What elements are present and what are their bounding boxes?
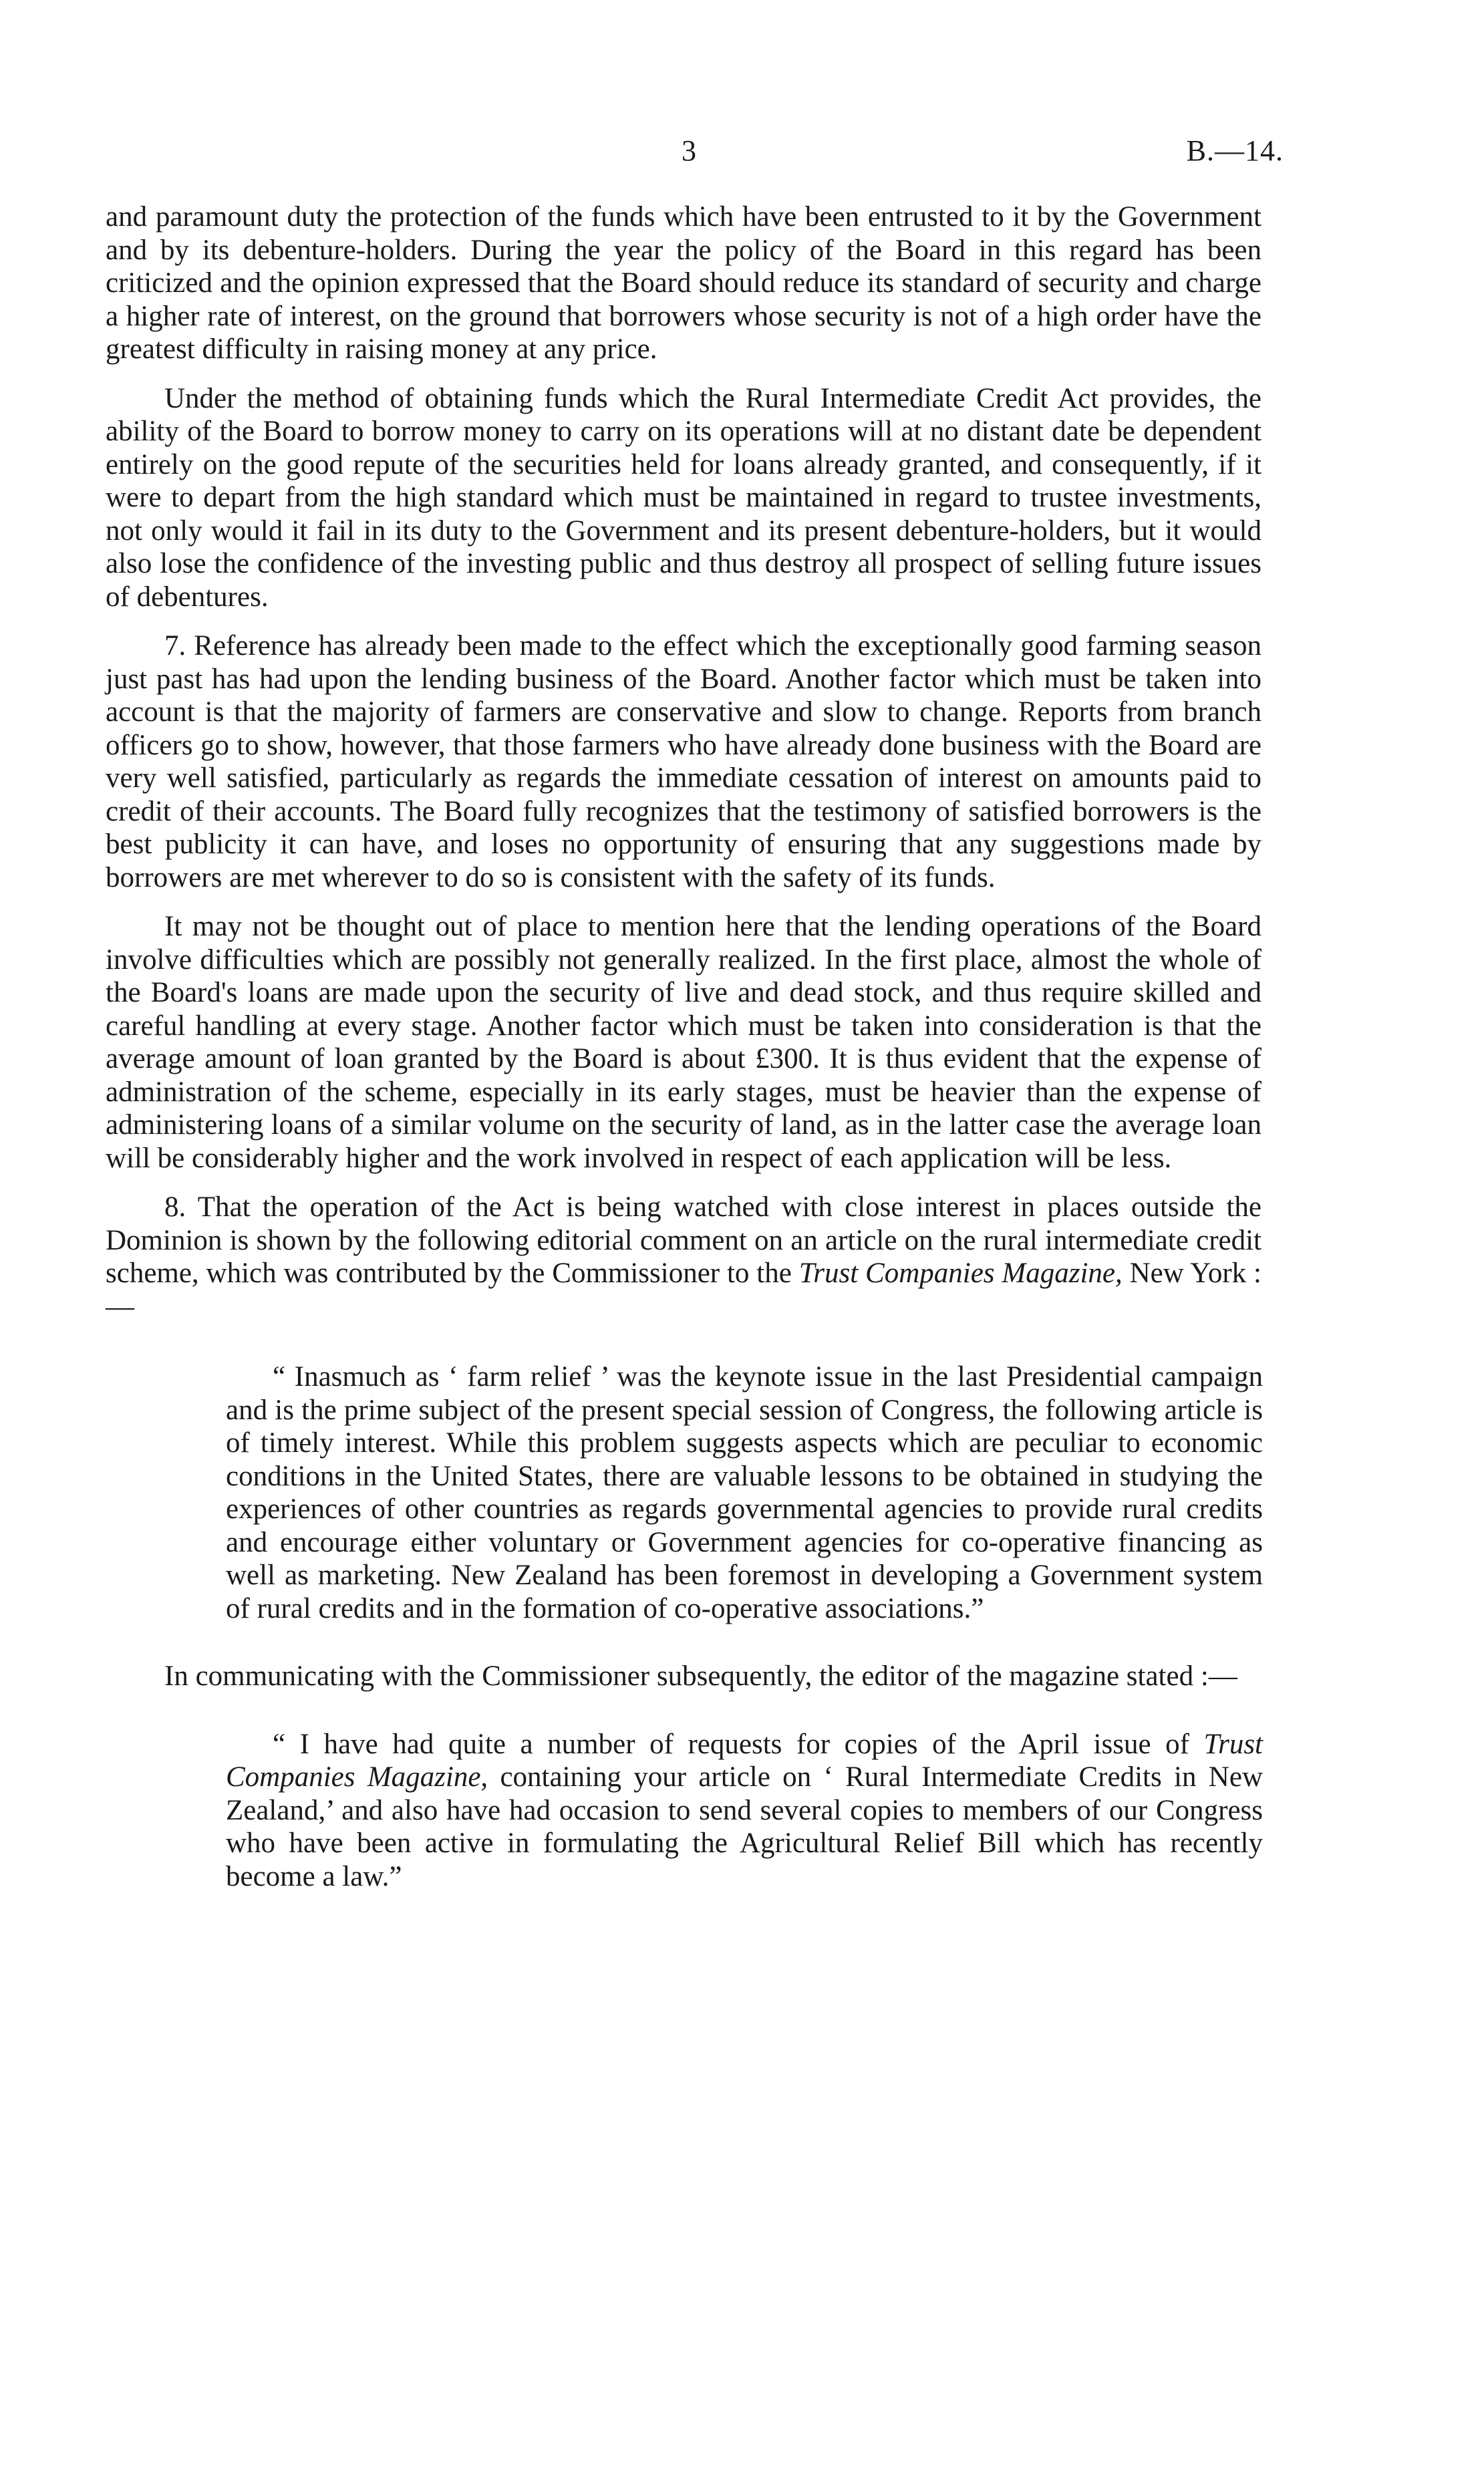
letter-quote-text: “ I have had quite a number of requests for copies of the April issue of xyxy=(273,1728,1189,1760)
editor-letter-quote xyxy=(226,1728,1263,1894)
paragraph-lending-difficulties: It may not be thought out of place to mention here that the lending operations of the Board involve difficulties which are possibly not generally realized. In the first place, almost the whole of the Board's loans are made upon the security of live and dead stock, and thus require skilled and careful handling at every stage. Another factor which must be taken into consideration is that the average amount of loan granted by the Board is about £300. It is thus evident that the expense of administration of the scheme, especially in its early stages, must be heavier than the expense of administering loans of a similar volume on the security of land, as in the latter case the average loan will be considerably higher and the work involved in respect of each application will be less. xyxy=(106,911,1262,1174)
paragraph-continuation: and paramount duty the protection of the funds which have been entrusted to it by the Government and by its debenture-holders. During the year the policy of the Board in this regard has been criticized and the opinion expressed that the Board should reduce its standard of security and charge a higher rate of interest, on the ground that borrowers whose security is not of a high order have the greatest difficulty in raising money at any price. xyxy=(106,201,1262,365)
letter-magazine-title: Trust Companies Magazine, xyxy=(226,1728,1264,1793)
document-reference: B.—14. xyxy=(1186,134,1284,167)
page-header xyxy=(0,134,1484,174)
paragraph-8-text: 8. That the operation of the Act is being watched with close interest in places outside the Dominion is shown by the following editorial comment on an article on the rural intermediate credit scheme, which was contributed by the Commissioner to the xyxy=(106,1191,1262,1289)
magazine-title: Trust Companies Magazine, xyxy=(798,1258,1123,1289)
body-text xyxy=(106,200,1262,1893)
paragraph-funding-method: Under the method of obtaining funds which the Rural Intermediate Credit Act provides, the ability of the Board to borrow money to carry on its operations will at no distant date be dependent entirely on the good repute of the securities held for loans already granted, and consequently, if it were to depart from the high standard which must be maintained in regard to trustee investments, not only would it fail in its duty to the Government and its present debenture-holders, but it would also lose the confidence of the investing public and thus destroy all prospect of selling future issues of debentures. xyxy=(106,382,1262,613)
paragraph-8-tail: New York :— xyxy=(106,1258,1262,1322)
paragraph-8-editorial-comment xyxy=(106,1191,1262,1323)
editorial-quote: “ Inasmuch as ‘ farm relief ’ was the keynote issue in the last Presidential campaign and is the prime subject of the present special session of Congress, the following article is of timely interest. While this problem suggests aspects which are peculiar to economic conditions in the United States, there are valuable lessons to be obtained in studying the experiences of other countries as regards governmental agencies to provide rural credits and encourage either voluntary or Government agencies for co-operative financing as well as marketing. New Zealand has been foremost in developing a Government system of rural credits and in the formation of co-operative associations.” xyxy=(226,1361,1263,1624)
paragraph-editor-statement: In communicating with the Commissioner subsequently, the editor of the magazine stated :— xyxy=(164,1660,1237,1692)
letter-quote-tail: containing your article on ‘ Rural Intermediate Credits in New Zealand,’ and also have had occasion to send several copies to members of our Congress who have been active in formulating the Agricultural Relief Bill which has recently become a law.” xyxy=(226,1761,1263,1892)
paragraph-7-farming-season: 7. Reference has already been made to the effect which the exceptionally good farming season just past has had upon the lending business of the Board. Another factor which must be taken into account is that the majority of farmers are conservative and slow to change. Reports from branch officers go to show, however, that those farmers who have already done business with the Board are very well satisfied, particularly as regards the immediate cessation of interest on amounts paid to credit of their accounts. The Board fully recognizes that the testimony of satisfied borrowers is the best publicity it can have, and loses no opportunity of ensuring that any suggestions made by borrowers are met wherever to do so is consistent with the safety of its funds. xyxy=(106,630,1262,893)
page-number: 3 xyxy=(682,134,696,167)
